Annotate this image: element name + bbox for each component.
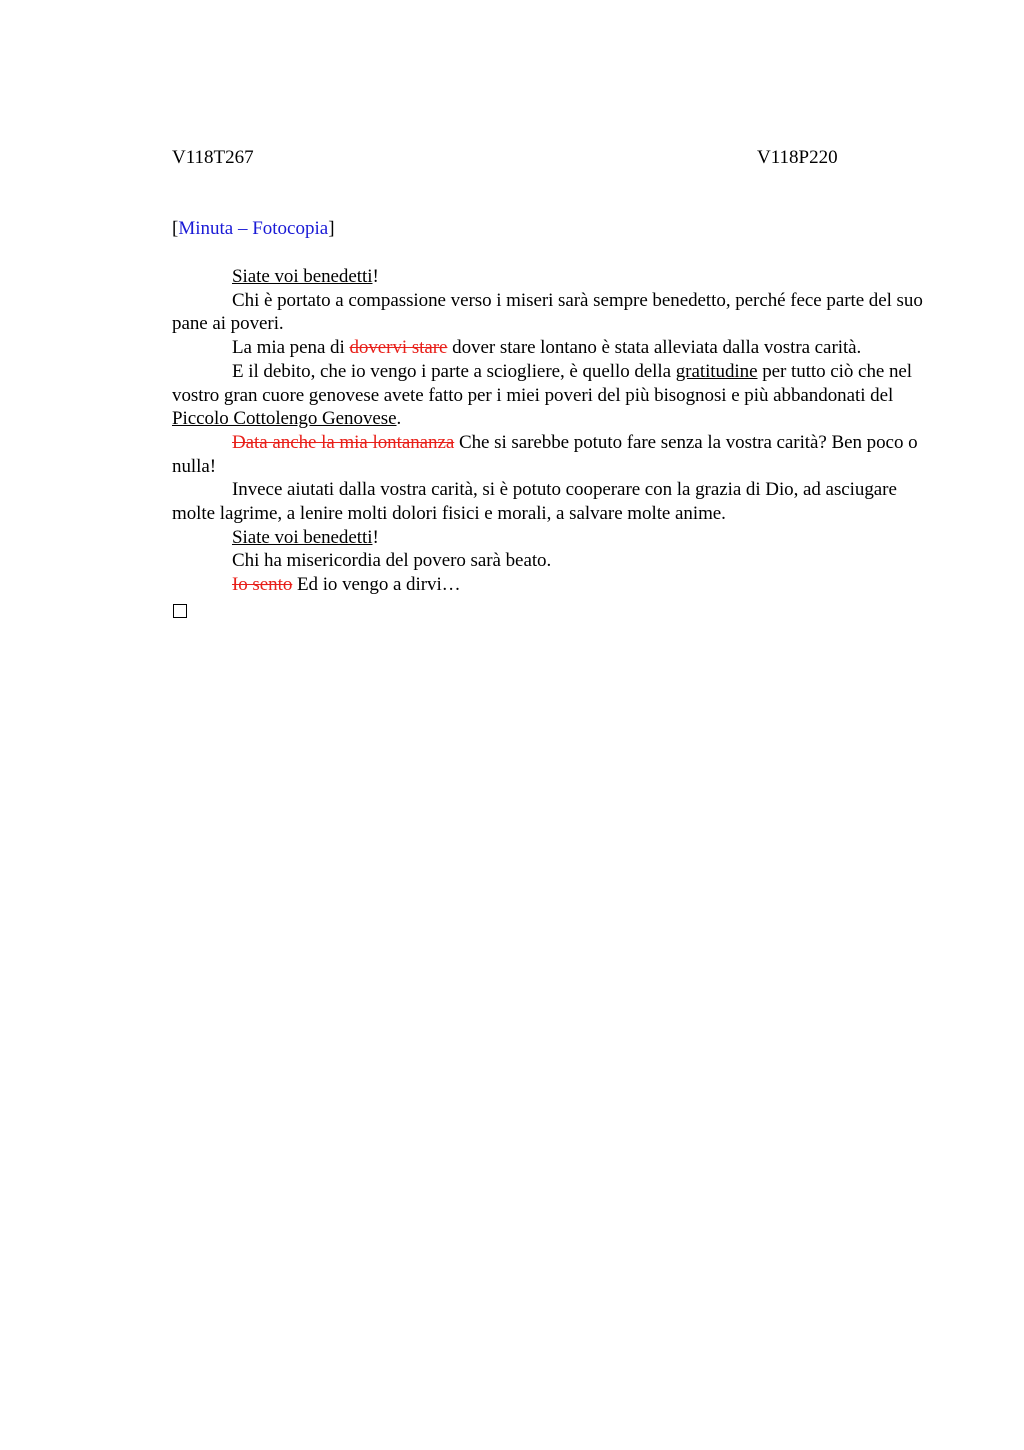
deleted-text: Io sento	[232, 574, 293, 596]
deleted-text: Data anche la mia lontananza	[232, 431, 455, 453]
paragraph-8	[172, 549, 924, 573]
paragraph-text: La mia pena di	[232, 337, 350, 359]
paragraph-text: Chi ha misericordia del povero sarà beato.	[232, 550, 552, 572]
paragraph-text: E il debito, che io vengo i parte a sciogliere, è quello della	[232, 360, 676, 382]
document-code-left: V118T267	[172, 147, 254, 168]
source-note	[172, 217, 924, 241]
deleted-text: dovervi stare	[349, 337, 448, 359]
source-label: Minuta – Fotocopia	[178, 218, 329, 239]
paragraph-3	[172, 336, 924, 360]
paragraph-text: !	[372, 526, 379, 548]
header-codes	[172, 146, 924, 170]
underlined-phrase: Siate voi benedetti	[232, 526, 373, 548]
hollow-square-icon	[173, 604, 187, 618]
document-page	[172, 146, 924, 618]
source-open-bracket: [	[172, 218, 179, 239]
paragraph-9	[172, 573, 924, 597]
paragraph-text: !	[372, 266, 379, 287]
paragraph-text: .	[396, 408, 402, 430]
paragraph-text: Che si sarebbe potuto fare senza la vostra carità? Ben poco o nulla!	[172, 431, 918, 477]
document-code-right: V118P220	[757, 147, 838, 168]
source-close-bracket: ]	[328, 218, 335, 239]
underlined-phrase: Piccolo Cottolengo Genovese	[172, 408, 397, 430]
paragraph-1	[172, 265, 924, 289]
paragraph-7	[172, 526, 924, 550]
letter-body	[172, 265, 924, 618]
paragraph-4	[172, 360, 924, 431]
paragraph-text: per tutto ciò che nel vostro gran cuore genovese avete fatto per i miei poveri del più bisognosi e più abbandonati del	[172, 360, 913, 406]
paragraph-5	[172, 431, 924, 478]
paragraph-text: dover stare lontano è stata alleviata dalla vostra carità.	[447, 337, 862, 359]
underlined-phrase: gratitudine	[675, 360, 758, 382]
paragraph-2	[172, 289, 924, 336]
paragraph-text: Invece aiutati dalla vostra carità, si è potuto cooperare con la grazia di Dio, ad asciugare molte lagrime, a lenire molti dolori fisici e morali, a salvare molte anime.	[172, 479, 897, 525]
paragraph-6	[172, 478, 924, 525]
paragraph-text: Chi è portato a compassione verso i miseri sarà sempre benedetto, perché fece parte del suo pane ai poveri.	[172, 289, 923, 335]
underlined-phrase: Siate voi benedetti	[232, 266, 373, 287]
paragraph-text: Ed io vengo a dirvi…	[292, 574, 461, 596]
